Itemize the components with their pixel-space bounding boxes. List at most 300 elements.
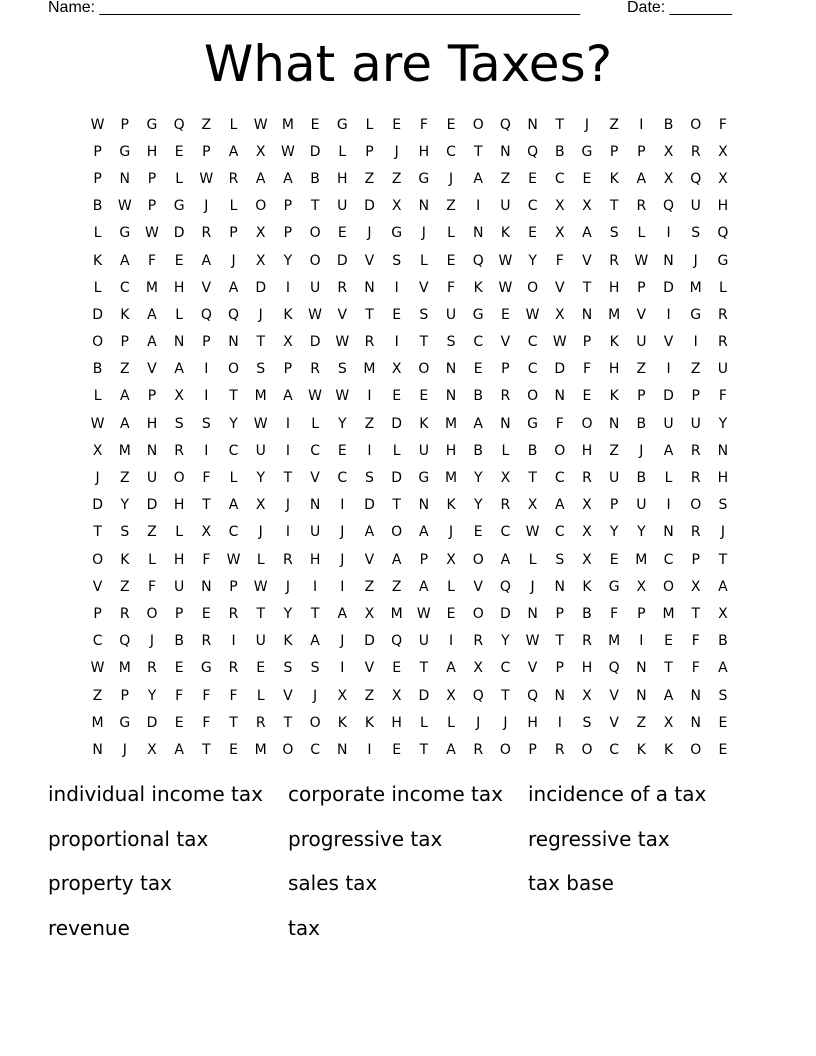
grid-letter: I (639, 633, 644, 650)
grid-letter: E (446, 252, 456, 269)
grid-letter: R (718, 334, 728, 351)
grid-letter: A (446, 660, 456, 677)
grid-letter: T (202, 741, 211, 758)
grid-letter: S (691, 225, 701, 242)
grid-letter: F (582, 361, 591, 378)
grid-letter: W (253, 578, 268, 595)
grid-letter: C (119, 279, 130, 296)
grid-letter: E (174, 660, 184, 677)
grid-letter: K (609, 170, 619, 187)
grid-letter: E (582, 388, 592, 405)
grid-letter: T (419, 334, 429, 351)
grid-letter: A (554, 497, 565, 514)
grid-letter: C (337, 470, 348, 487)
grid-letter: I (666, 225, 671, 242)
grid-letter: N (636, 687, 647, 704)
page-title: What are Taxes? (203, 35, 613, 93)
grid-letter: H (391, 714, 402, 731)
grid-letter: X (391, 198, 402, 215)
grid-letter: P (419, 551, 429, 568)
grid-letter: Y (473, 470, 483, 487)
grid-letter: X (663, 143, 674, 160)
grid-letter: D (146, 714, 158, 731)
grid-letter: R (473, 633, 484, 650)
grid-letter: E (528, 170, 538, 187)
grid-letter: D (500, 605, 511, 622)
grid-letter: X (174, 388, 184, 405)
grid-letter: Z (119, 361, 130, 378)
grid-letter: N (581, 306, 593, 323)
grid-letter: C (609, 741, 620, 758)
grid-letter: J (476, 714, 481, 731)
grid-letter: J (285, 497, 290, 514)
grid-letter: L (175, 306, 184, 323)
grid-letter: Z (391, 578, 402, 595)
grid-letter: X (582, 687, 592, 704)
grid-letter: J (122, 741, 127, 758)
grid-letter: T (664, 660, 673, 677)
grid-letter: D (309, 334, 321, 351)
grid-letter: S (555, 551, 565, 568)
grid-letter: A (119, 415, 130, 432)
grid-letter: F (147, 578, 156, 595)
grid-letter: D (364, 198, 375, 215)
grid-letter: V (364, 660, 375, 677)
word-list-item: regressive tax (528, 826, 670, 851)
grid-letter: P (691, 551, 700, 568)
grid-letter: K (473, 279, 483, 296)
word-list-item: proportional tax (48, 826, 209, 851)
grid-letter: D (146, 497, 158, 514)
grid-letter: K (500, 225, 510, 242)
grid-letter: M (608, 633, 621, 650)
grid-letter: P (283, 225, 293, 242)
grid-letter: G (608, 578, 620, 595)
grid-letter: V (364, 551, 375, 568)
grid-letter: A (228, 497, 239, 514)
grid-letter: X (582, 497, 592, 514)
grid-letter: R (473, 741, 484, 758)
grid-letter: H (527, 714, 538, 731)
grid-letter: L (365, 116, 374, 133)
grid-letter: W (90, 660, 105, 677)
word-list-item: revenue (48, 915, 130, 940)
grid-letter: V (609, 714, 619, 731)
grid-letter: W (308, 388, 323, 405)
grid-letter: H (581, 660, 593, 677)
grid-letter: E (609, 551, 619, 568)
grid-letter: V (201, 279, 212, 296)
grid-letter: D (255, 279, 267, 296)
grid-letter: J (258, 306, 263, 323)
grid-letter: C (663, 551, 674, 568)
grid-letter: S (582, 714, 592, 731)
grid-letter: P (147, 388, 157, 405)
grid-letter: A (147, 306, 157, 323)
grid-letter: V (609, 687, 619, 704)
word-list-item: tax base (528, 871, 614, 895)
grid-letter: R (500, 388, 511, 405)
grid-letter: W (416, 605, 431, 622)
grid-letter: T (609, 198, 619, 215)
grid-letter: E (337, 442, 347, 459)
grid-letter: Z (119, 470, 130, 487)
grid-letter: K (446, 497, 456, 514)
grid-letter: N (364, 279, 375, 296)
grid-letter: W (525, 306, 540, 323)
grid-letter: O (472, 605, 484, 622)
grid-letter: Z (446, 198, 456, 215)
grid-letter: S (365, 470, 374, 487)
grid-letter: G (173, 198, 185, 215)
grid-letter: J (503, 714, 508, 731)
grid-letter: O (472, 551, 484, 568)
grid-letter: Z (147, 524, 157, 541)
grid-letter: I (204, 442, 209, 459)
grid-letter: V (147, 361, 157, 378)
grid-letter: Y (229, 415, 238, 432)
grid-letter: A (119, 388, 130, 405)
grid-letter: V (419, 279, 429, 296)
grid-letter: A (228, 143, 239, 160)
grid-letter: O (690, 116, 702, 133)
grid-letter: A (419, 578, 429, 595)
grid-letter: E (310, 116, 320, 133)
grid-letter: H (337, 170, 348, 187)
grid-letter: J (285, 578, 290, 595)
grid-letter: H (717, 470, 729, 487)
grid-letter: U (636, 334, 647, 351)
grid-letter: T (419, 660, 429, 677)
grid-letter: J (421, 225, 426, 242)
grid-letter: N (146, 442, 158, 459)
grid-letter: Z (364, 415, 375, 432)
grid-letter: P (637, 388, 646, 405)
grid-letter: C (500, 660, 511, 677)
grid-letter: F (175, 687, 184, 704)
grid-letter: A (310, 633, 320, 650)
grid-letter: X (582, 524, 592, 541)
grid-letter: N (500, 415, 511, 432)
grid-letter: H (173, 497, 185, 514)
grid-letter: U (174, 578, 185, 595)
grid-letter: J (258, 524, 263, 541)
grid-letter: X (391, 361, 402, 378)
grid-letter: G (690, 306, 702, 323)
grid-letter: I (204, 361, 209, 378)
grid-letter: N (636, 660, 647, 677)
grid-letter: L (311, 415, 319, 432)
grid-letter: P (120, 687, 129, 704)
grid-letter: A (255, 170, 266, 187)
grid-letter: Q (527, 687, 539, 704)
grid-letter: X (663, 714, 674, 731)
grid-letter: O (146, 605, 158, 622)
grid-letter: D (92, 306, 103, 323)
grid-letter: M (91, 714, 104, 731)
grid-letter: E (392, 306, 402, 323)
grid-letter: I (476, 198, 481, 215)
grid-letter: P (637, 605, 646, 622)
grid-letter: M (608, 306, 621, 323)
grid-letter: P (528, 741, 537, 758)
grid-letter: I (666, 497, 671, 514)
grid-letter: C (554, 170, 565, 187)
grid-letter: G (527, 415, 539, 432)
grid-letter: P (609, 143, 619, 160)
grid-letter: X (92, 442, 103, 459)
grid-letter: E (174, 252, 184, 269)
grid-letter: T (501, 687, 510, 704)
grid-letter: U (255, 442, 266, 459)
grid-letter: N (445, 388, 457, 405)
grid-letter: W (335, 334, 350, 351)
grid-letter: A (174, 741, 184, 758)
grid-letter: H (608, 279, 620, 296)
grid-letter: A (663, 687, 674, 704)
grid-letter: U (309, 524, 321, 541)
grid-letter: V (364, 252, 375, 269)
grid-letter: N (472, 225, 484, 242)
grid-letter: O (527, 279, 539, 296)
grid-letter: X (147, 741, 157, 758)
grid-letter: P (555, 660, 564, 677)
grid-letter: I (448, 633, 454, 650)
grid-letter: W (90, 116, 105, 133)
grid-letter: X (582, 551, 592, 568)
grid-letter: X (554, 306, 565, 323)
grid-letter: Z (364, 687, 375, 704)
grid-letter: M (118, 442, 131, 459)
grid-letter: N (228, 334, 239, 351)
grid-letter: O (228, 361, 240, 378)
grid-letter: A (582, 225, 592, 242)
grid-letter: X (255, 252, 266, 269)
grid-letter: S (256, 361, 266, 378)
grid-letter: Y (338, 415, 347, 432)
grid-letter: X (255, 225, 266, 242)
grid-letter: V (283, 687, 293, 704)
grid-letter: X (283, 334, 293, 351)
grid-letter: U (663, 415, 674, 432)
grid-letter: L (93, 279, 102, 296)
grid-letter: S (120, 524, 130, 541)
grid-letter: D (391, 470, 403, 487)
grid-letter: R (609, 252, 620, 269)
grid-letter: B (527, 442, 538, 459)
grid-letter: Q (472, 687, 484, 704)
grid-letter: F (718, 388, 727, 405)
grid-letter: W (498, 279, 513, 296)
grid-letter: P (120, 334, 129, 351)
grid-letter: T (718, 551, 728, 568)
grid-letter: Y (283, 252, 293, 269)
grid-letter: Y (609, 524, 619, 541)
grid-letter: S (609, 225, 619, 242)
grid-letter: U (418, 442, 429, 459)
grid-letter: R (228, 660, 239, 677)
grid-letter: Q (608, 660, 620, 677)
grid-letter: L (93, 388, 102, 405)
grid-letter: K (93, 252, 103, 269)
grid-letter: D (554, 361, 566, 378)
grid-letter: G (391, 225, 403, 242)
grid-letter: V (337, 306, 348, 323)
grid-letter: D (364, 497, 375, 514)
grid-letter: N (92, 741, 103, 758)
grid-letter: Q (200, 306, 212, 323)
grid-letter: P (120, 116, 129, 133)
grid-letter: T (202, 497, 211, 514)
grid-letter: E (256, 660, 266, 677)
grid-letter: W (253, 116, 268, 133)
grid-letter: L (256, 551, 265, 568)
grid-letter: A (718, 660, 728, 677)
grid-letter: I (666, 361, 671, 378)
grid-letter: K (120, 551, 130, 568)
grid-letter: Q (690, 170, 702, 187)
grid-letter: E (392, 116, 402, 133)
grid-letter: J (693, 252, 698, 269)
grid-letter: P (93, 605, 102, 622)
grid-letter: J (448, 170, 454, 187)
grid-letter: E (500, 306, 510, 323)
grid-letter: T (283, 470, 293, 487)
grid-letter: S (201, 415, 211, 432)
grid-letter: Z (500, 170, 511, 187)
grid-letter: I (367, 442, 372, 459)
grid-letter: I (231, 633, 236, 650)
grid-letter: R (690, 442, 701, 459)
grid-letter: I (340, 578, 345, 595)
grid-letter: Q (119, 633, 131, 650)
grid-letter: F (202, 470, 211, 487)
grid-letter: E (419, 388, 429, 405)
word-list-item: sales tax (288, 871, 378, 895)
grid-letter: A (473, 170, 483, 187)
grid-letter: R (228, 605, 239, 622)
grid-letter: Z (201, 116, 212, 133)
grid-letter: V (636, 306, 647, 323)
grid-letter: I (367, 388, 372, 405)
grid-letter: D (173, 225, 185, 242)
grid-letter: T (691, 605, 700, 622)
grid-letter: U (337, 198, 348, 215)
grid-letter: K (609, 388, 619, 405)
grid-letter: K (663, 741, 674, 758)
grid-letter: Z (609, 442, 619, 459)
grid-letter: U (690, 415, 701, 432)
grid-letter: Y (256, 470, 265, 487)
grid-letter: Z (364, 578, 375, 595)
word-list-item: property tax (48, 871, 172, 895)
grid-letter: B (92, 198, 103, 215)
grid-letter: H (445, 442, 457, 459)
grid-letter: P (174, 605, 184, 622)
grid-letter: J (313, 687, 318, 704)
grid-letter: T (93, 524, 102, 541)
grid-letter: P (283, 361, 293, 378)
grid-letter: A (337, 605, 348, 622)
grid-letter: A (391, 551, 402, 568)
grid-letter: F (555, 252, 564, 269)
grid-letter: S (283, 660, 293, 677)
grid-letter: A (283, 170, 293, 187)
grid-letter: C (446, 143, 456, 160)
grid-letter: W (253, 415, 268, 432)
grid-letter: V (554, 279, 565, 296)
grid-letter: W (552, 334, 567, 351)
grid-letter: G (336, 116, 348, 133)
grid-letter: X (364, 605, 375, 622)
grid-letter: B (473, 442, 484, 459)
grid-letter: P (501, 361, 510, 378)
grid-letter: V (582, 252, 592, 269)
grid-letter: I (285, 442, 290, 459)
grid-letter: X (391, 687, 402, 704)
grid-letter: R (283, 551, 293, 568)
grid-letter: G (472, 306, 484, 323)
grid-letter: E (528, 225, 538, 242)
grid-letter: W (199, 170, 214, 187)
grid-letter: Q (663, 198, 675, 215)
grid-letter: P (555, 605, 564, 622)
grid-letter: K (364, 714, 375, 731)
grid-letter: L (447, 225, 455, 242)
grid-letter: I (340, 497, 345, 514)
grid-letter: X (255, 497, 266, 514)
grid-letter: J (340, 551, 345, 568)
grid-letter: K (120, 306, 130, 323)
grid-letter: Z (609, 116, 619, 133)
grid-letter: H (309, 551, 321, 568)
grid-letter: S (392, 252, 402, 269)
grid-letter: J (639, 442, 644, 459)
grid-letter: S (337, 361, 347, 378)
grid-letter: H (717, 198, 729, 215)
grid-letter: J (394, 143, 399, 160)
grid-letter: W (145, 225, 159, 242)
grid-letter: T (229, 714, 238, 731)
grid-letter: C (228, 442, 239, 459)
grid-letter: U (146, 470, 158, 487)
grid-letter: A (419, 524, 429, 541)
grid-letter: K (283, 633, 293, 650)
grid-letter: E (337, 225, 347, 242)
grid-letter: W (90, 415, 105, 432)
grid-letter: R (690, 143, 701, 160)
grid-letter: O (554, 442, 566, 459)
grid-letter: R (636, 198, 647, 215)
grid-letter: P (582, 334, 592, 351)
grid-letter: L (229, 470, 238, 487)
grid-letter: M (281, 116, 294, 133)
grid-letter: T (310, 605, 320, 622)
grid-letter: R (337, 279, 348, 296)
grid-letter: T (582, 279, 592, 296)
grid-letter: X (446, 687, 456, 704)
grid-letter: C (310, 442, 320, 459)
grid-letter: T (365, 306, 374, 323)
grid-letter: E (229, 741, 238, 758)
grid-letter: X (554, 198, 565, 215)
grid-letter: L (419, 714, 428, 731)
grid-letter: L (175, 170, 184, 187)
grid-letter: T (256, 605, 265, 622)
grid-letter: N (554, 687, 566, 704)
grid-letter: J (204, 198, 209, 215)
grid-letter: A (446, 741, 456, 758)
